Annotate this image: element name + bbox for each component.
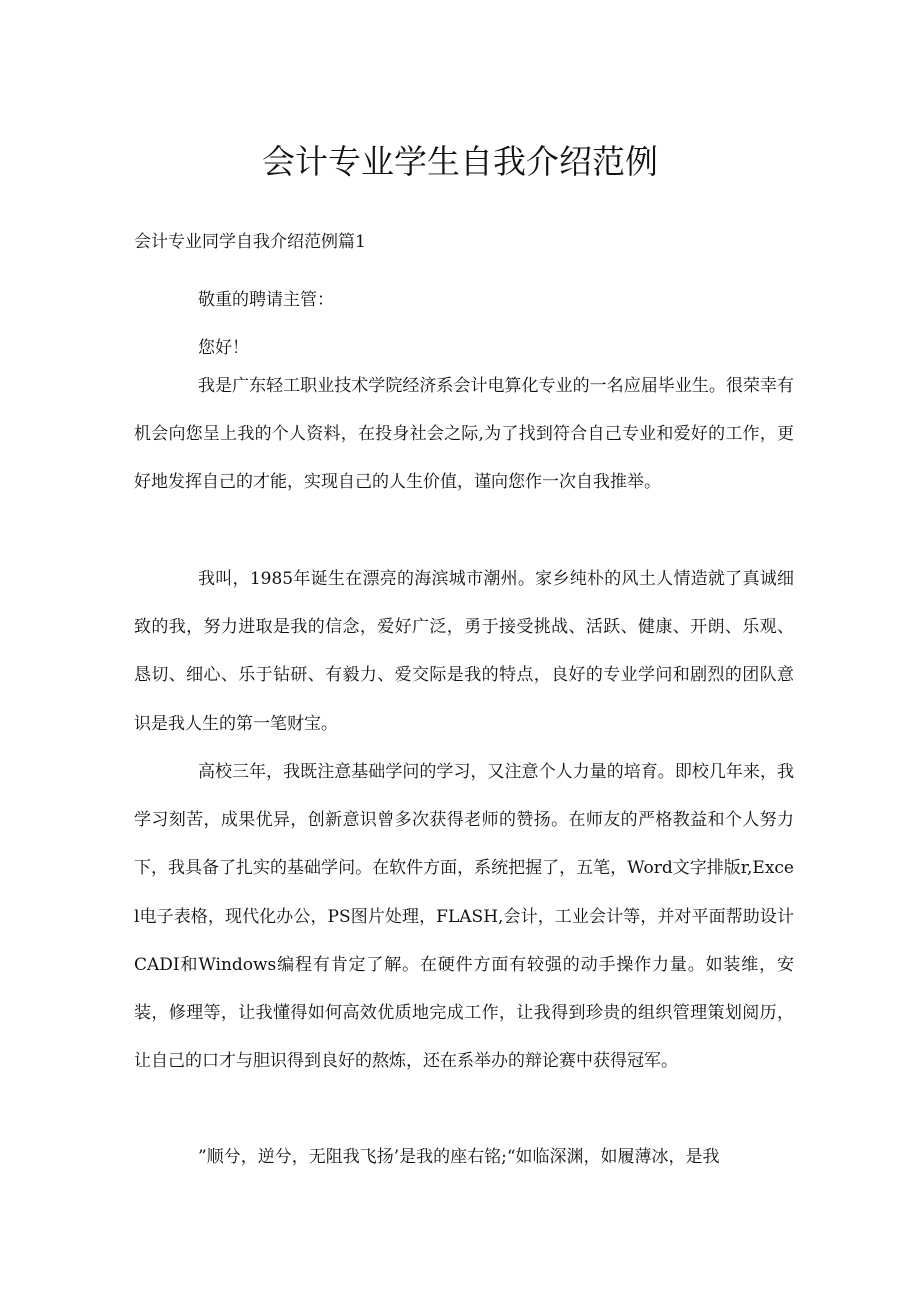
document-title: 会计专业学生自我介绍范例 bbox=[262, 142, 658, 181]
greeting: 您好！ bbox=[198, 338, 249, 358]
paragraph-introduction: 我是广东轻工职业技术学院经济系会计电算化专业的一名应届毕业生。很荣幸有机会向您呈上我的个人资料，在投身社会之际,为了找到符合自己专业和爱好的工作，更好地发挥自己的才能，实现自己的人生价值，谨向您作一次自我推举。 bbox=[134, 376, 794, 493]
section-heading: 会计专业同学自我介绍范例篇1 bbox=[134, 232, 366, 252]
paragraph-college-experience: 高校三年，我既注意基础学问的学习，又注意个人力量的培育。即校几年来，我学习刻苦，成果优异，创新意识曾多次获得老师的赞扬。在师友的严格教益和个人努力下，我具备了扎实的基础学问。在软件方面，系统把握了，五笔，Word文字排版r,Excel电子表格，现代化办公，PS图片处理，FLASH,会计，工业会计等，并对平面帮助设计CADI和Windows编程有肯定了解。在硬件方面有较强的动手操作力量。如装维，安装，修理等，让我懂得如何高效优质地完成工作，让我得到珍贵的组织管理策划阅历，让自己的口才与胆识得到良好的熬炼，还在系举办的辩论赛中获得冠军。 bbox=[134, 762, 794, 1072]
paragraph-motto: ”顺兮，逆兮，无阻我飞扬’是我的座右铭;“如临深渊，如履薄冰，是我 bbox=[198, 1147, 720, 1167]
paragraph-personal-background: 我叫，1985年诞生在漂亮的海滨城市潮州。家乡纯朴的风土人情造就了真诚细致的我，努力进取是我的信念，爱好广泛，勇于接受挑战、活跃、健康、开朗、乐观、恳切、细心、乐于钻研、有毅力、爱交际是我的特点，良好的专业学问和剧烈的团队意识是我人生的第一笔财宝。 bbox=[134, 569, 794, 734]
salutation: 敬重的聘请主管： bbox=[198, 290, 334, 310]
